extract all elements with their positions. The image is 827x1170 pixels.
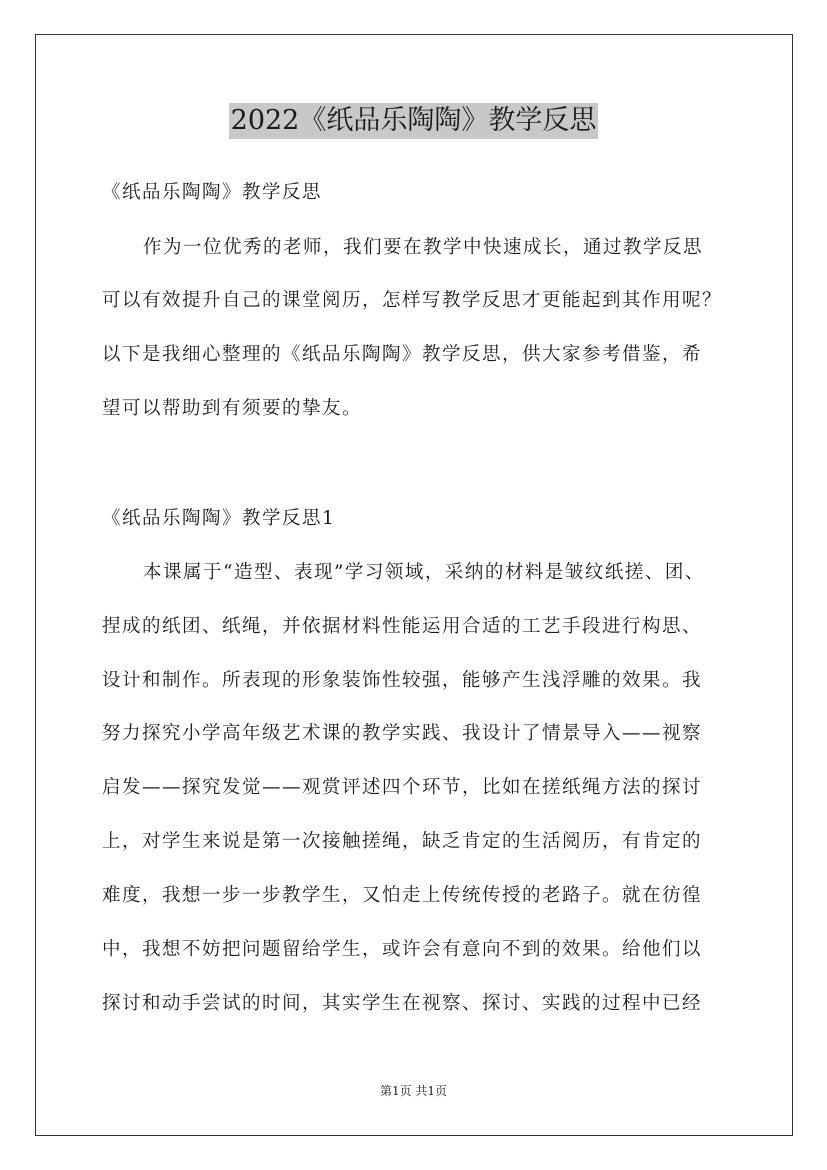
section-heading: 《纸品乐陶陶》教学反思1 — [102, 508, 336, 529]
paragraph-line-9: 探讨和动手尝试的时间，其实学生在视察、探讨、实践的过程中已经 — [102, 993, 703, 1014]
document-title: 2022《纸品乐陶陶》教学反思 — [229, 103, 599, 139]
page-footer: 第1页 共1页 — [379, 1084, 448, 1098]
paragraph-line-5: 启发——探究发觉——观赏评述四个环节，比如在搓纸绳方法的探讨 — [102, 777, 703, 798]
paragraph-line-7: 难度，我想一步一步教学生，又怕走上传统传授的老路子。就在彷徨 — [102, 885, 703, 906]
paragraph-line-3: 设计和制作。所表现的形象装饰性较强，能够产生浅浮雕的效果。我 — [102, 670, 703, 691]
intro-line-4: 望可以帮助到有须要的挚友。 — [102, 398, 363, 419]
paragraph-line-1: 本课属于“造型、表现”学习领域，采纳的材料是皱纹纸搓、团、 — [143, 562, 705, 583]
title-container — [0, 103, 827, 139]
subtitle: 《纸品乐陶陶》教学反思 — [102, 182, 323, 203]
intro-line-3: 以下是我细心整理的《纸品乐陶陶》教学反思，供大家参考借鉴，希 — [102, 344, 703, 365]
paragraph-line-4: 努力探究小学高年级艺术课的教学实践、我设计了情景导入——视察 — [102, 723, 703, 744]
intro-line-1: 作为一位优秀的老师，我们要在教学中快速成长，通过教学反思 — [143, 237, 704, 258]
paragraph-line-8: 中，我想不妨把问题留给学生，或许会有意向不到的效果。给他们以 — [102, 939, 703, 960]
paragraph-line-6: 上，对学生来说是第一次接触搓绳，缺乏肯定的生活阅历，有肯定的 — [102, 831, 703, 852]
paragraph-line-2: 捏成的纸团、纸绳，并依据材料性能运用合适的工艺手段进行构思、 — [102, 616, 703, 637]
intro-line-2: 可以有效提升自己的课堂阅历，怎样写教学反思才更能起到其作用呢？ — [102, 290, 723, 311]
